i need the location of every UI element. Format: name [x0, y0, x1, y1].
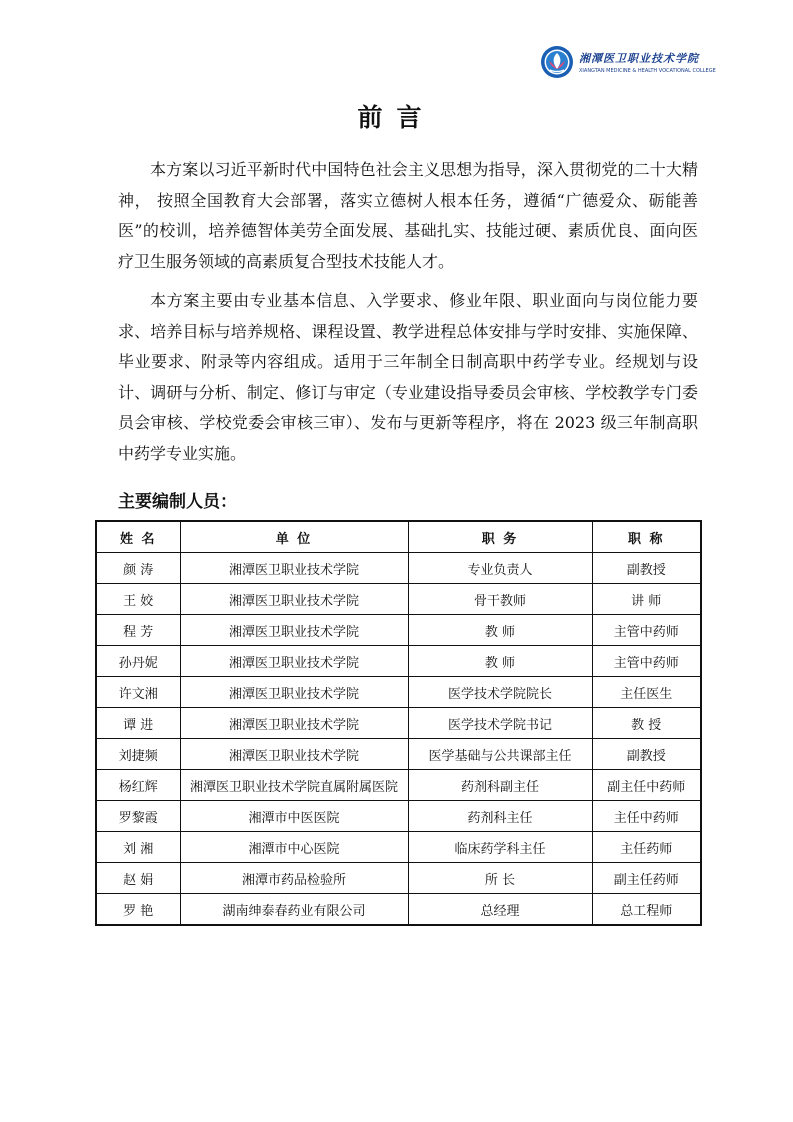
- header-name: 姓 名: [96, 521, 180, 553]
- cell-title: 主任药师: [592, 832, 701, 863]
- cell-title: 主任医生: [592, 677, 701, 708]
- cell-name: 刘捷频: [96, 739, 180, 770]
- cell-name: 罗 艳: [96, 894, 180, 926]
- header-unit: 单 位: [180, 521, 408, 553]
- table-row: [96, 553, 701, 584]
- cell-title: 副主任中药师: [592, 770, 701, 801]
- cell-name: 罗黎霞: [96, 801, 180, 832]
- page-title: 前言: [357, 103, 436, 132]
- cell-position: 医学技术学院院长: [408, 677, 592, 708]
- cell-position: 所 长: [408, 863, 592, 894]
- cell-title: 总工程师: [592, 894, 701, 926]
- cell-unit: 湘潭医卫职业技术学院: [180, 584, 408, 615]
- table-header-row: [96, 521, 701, 553]
- cell-unit: 湘潭医卫职业技术学院: [180, 553, 408, 584]
- cell-unit: 湘潭市中心医院: [180, 832, 408, 863]
- cell-position: 教 师: [408, 646, 592, 677]
- table-row: [96, 615, 701, 646]
- college-name-cn: 湘潭医卫职业技术学院: [579, 52, 699, 65]
- cell-title: 主任中药师: [592, 801, 701, 832]
- cell-unit: 湘潭市中医医院: [180, 801, 408, 832]
- table-row: [96, 770, 701, 801]
- cell-position: 临床药学科主任: [408, 832, 592, 863]
- cell-title: 讲 师: [592, 584, 701, 615]
- cell-name: 王 姣: [96, 584, 180, 615]
- table-row: [96, 894, 701, 926]
- college-name-en: XIANGTAN MEDICINE & HEALTH VOCATIONAL COLLEGE: [579, 68, 716, 74]
- table-row: [96, 584, 701, 615]
- header-title: 职 称: [592, 521, 701, 553]
- cell-name: 杨红辉: [96, 770, 180, 801]
- cell-title: 主管中药师: [592, 615, 701, 646]
- cell-unit: 湘潭医卫职业技术学院: [180, 615, 408, 646]
- cell-name: 程 芳: [96, 615, 180, 646]
- cell-position: 骨干教师: [408, 584, 592, 615]
- college-emblem-icon: [540, 45, 574, 79]
- cell-unit: 湘潭医卫职业技术学院: [180, 677, 408, 708]
- cell-name: 许文湘: [96, 677, 180, 708]
- cell-unit: 湘潭医卫职业技术学院: [180, 708, 408, 739]
- cell-name: 孙丹妮: [96, 646, 180, 677]
- cell-position: 药剂科主任: [408, 801, 592, 832]
- cell-unit: 湘潭市药品检验所: [180, 863, 408, 894]
- table-row: [96, 646, 701, 677]
- cell-unit: 湘潭医卫职业技术学院: [180, 646, 408, 677]
- cell-title: 副教授: [592, 739, 701, 770]
- table-row: [96, 832, 701, 863]
- staff-section-label: 主要编制人员：: [118, 492, 237, 512]
- table-row: [96, 739, 701, 770]
- cell-position: 教 师: [408, 615, 592, 646]
- intro-paragraph-2: 本方案主要由专业基本信息、入学要求、修业年限、职业面向与岗位能力要求、培养目标与培养规格、课程设置、教学进程总体安排与学时安排、实施保障、毕业要求、附录等内容组成。适用于三年制全日制高职中药学专业。经规划与设计、调研与分析、制定、修订与审定（专业建设指导委员会审核、学校教学专门委员会审核、学校党委会审核三审）、发布与更新等程序，将在 2023 级三年制高职中药学专业实施。: [118, 291, 698, 463]
- cell-name: 颜 涛: [96, 553, 180, 584]
- staff-table: [95, 520, 702, 926]
- table-row: [96, 863, 701, 894]
- cell-position: 医学技术学院书记: [408, 708, 592, 739]
- cell-name: 谭 进: [96, 708, 180, 739]
- cell-title: 副教授: [592, 553, 701, 584]
- table-row: [96, 677, 701, 708]
- cell-name: 赵 娟: [96, 863, 180, 894]
- cell-position: 专业负责人: [408, 553, 592, 584]
- header-position: 职 务: [408, 521, 592, 553]
- cell-unit: 湖南绅泰春药业有限公司: [180, 894, 408, 926]
- cell-name: 刘 湘: [96, 832, 180, 863]
- cell-title: 教 授: [592, 708, 701, 739]
- cell-position: 医学基础与公共课部主任: [408, 739, 592, 770]
- cell-position: 总经理: [408, 894, 592, 926]
- cell-title: 主管中药师: [592, 646, 701, 677]
- intro-paragraph-1: 本方案以习近平新时代中国特色社会主义思想为指导，深入贯彻党的二十大精神， 按照全国教育大会部署，落实立德树人根本任务，遵循“广德爱众、砺能善医”的校训，培养德智体美劳全面发展、基础扎实、技能过硬、素质优良、面向医疗卫生服务领域的高素质复合型技术技能人才。: [118, 160, 698, 271]
- cell-unit: 湘潭医卫职业技术学院: [180, 739, 408, 770]
- table-row: [96, 708, 701, 739]
- cell-position: 药剂科副主任: [408, 770, 592, 801]
- table-row: [96, 801, 701, 832]
- college-logo: [540, 44, 740, 80]
- cell-title: 副主任药师: [592, 863, 701, 894]
- cell-unit: 湘潭医卫职业技术学院直属附属医院: [180, 770, 408, 801]
